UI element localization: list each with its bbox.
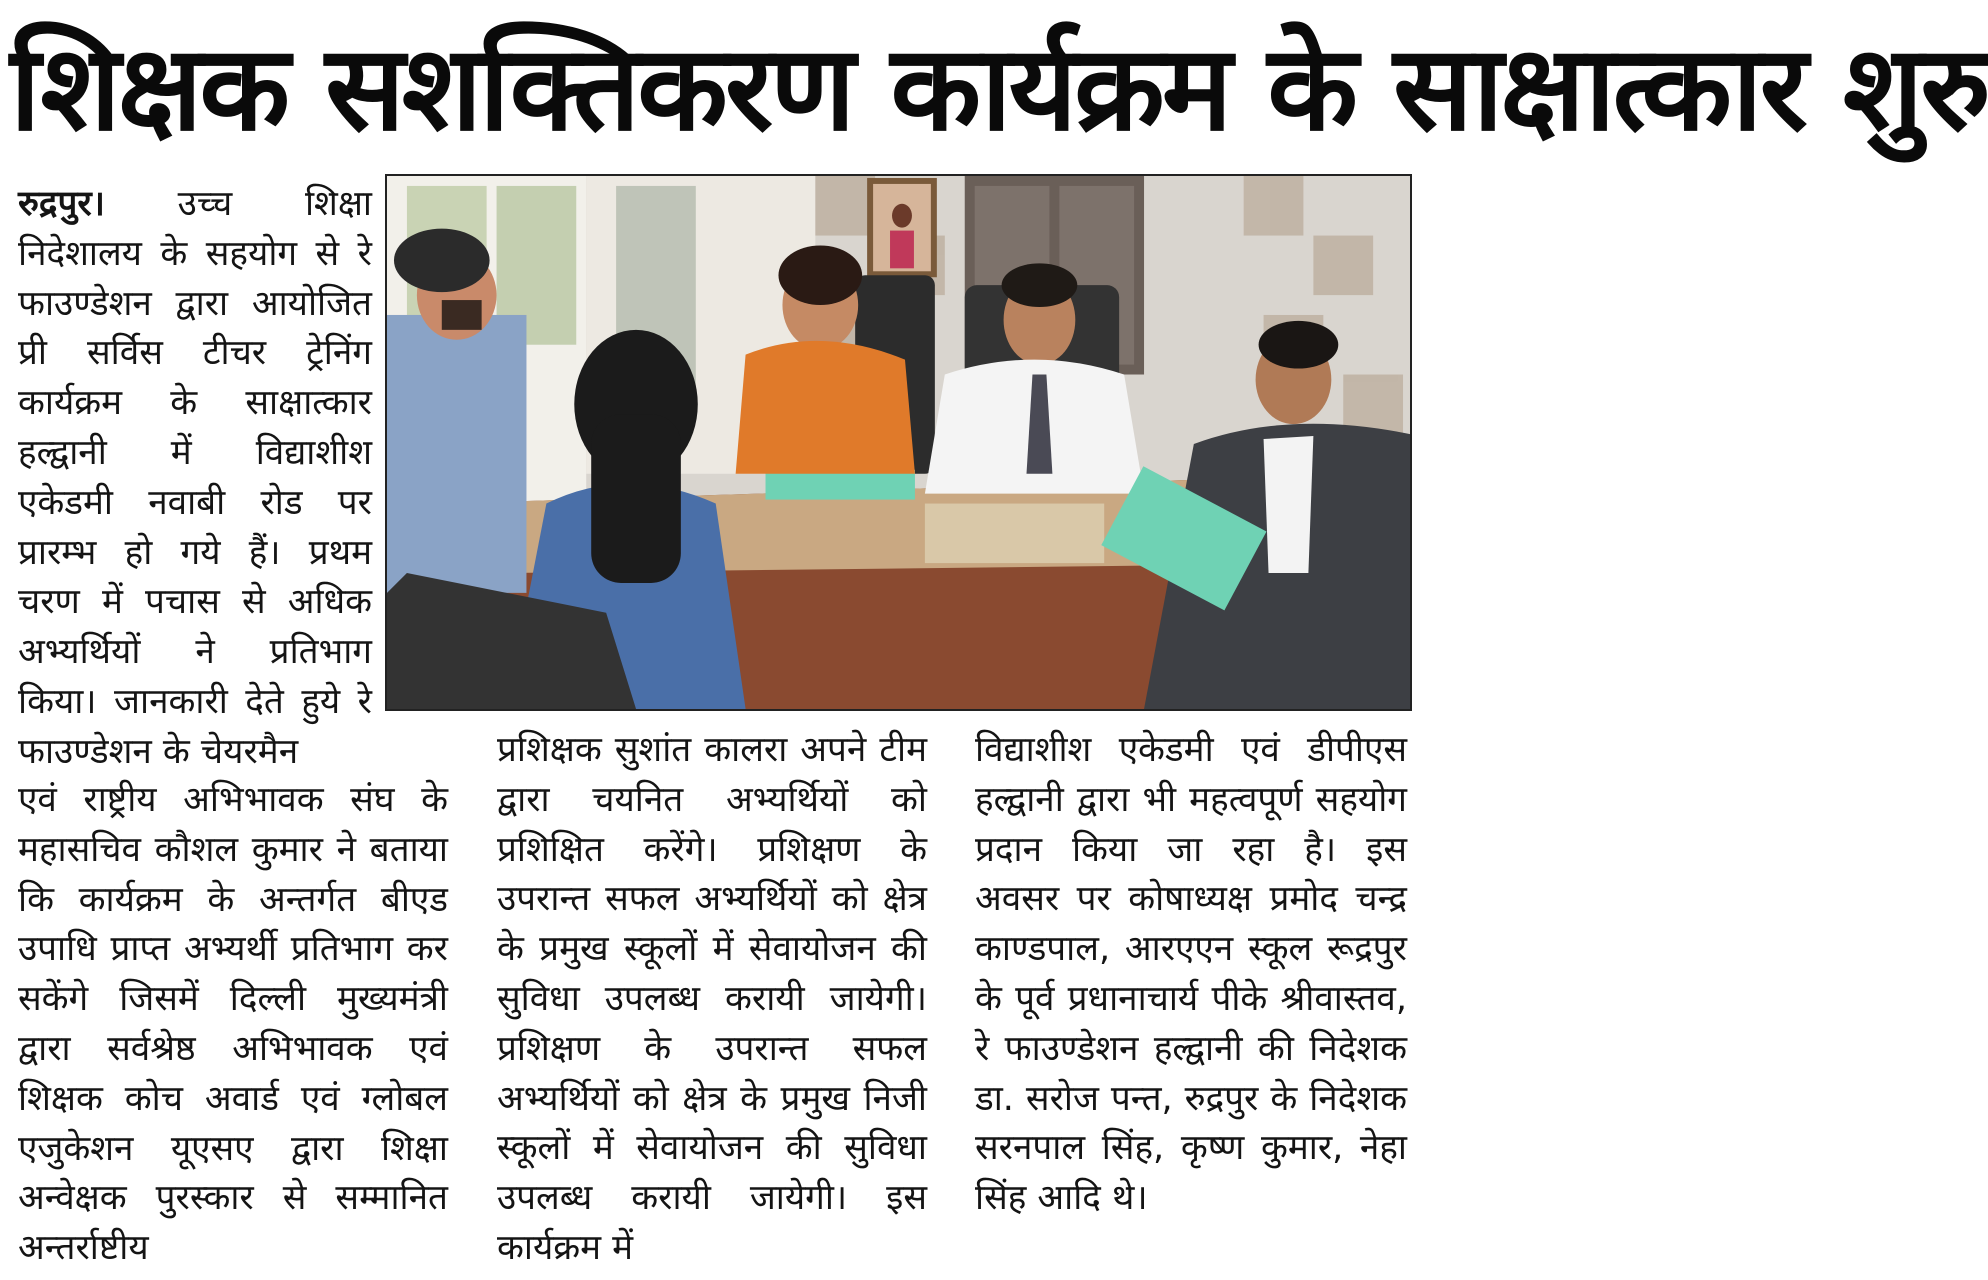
news-photo xyxy=(385,174,1412,711)
dateline: रुद्रपुर। xyxy=(18,184,105,224)
article-column-3 xyxy=(975,726,1407,1224)
interview-photo-illustration xyxy=(387,176,1410,709)
article-column-1-top xyxy=(18,180,372,778)
article-lead-text: उच्च शिक्षा निदेशालय के सहयोग से रे फाउण्डेशन द्वारा आयोजित प्री सर्विस टीचर ट्रेनिंग कार्यक्रम के साक्षात्कार हल्द्वानी में विद्याशीश एकेडमी नवाबी रोड पर प्रारम्भ हो गये हैं। प्रथम चरण में पचास से अधिक अभ्यर्थियों ने प्रतिभाग किया। जानकारी देते हुये रे फाउण्डेशन के चेयरमैन xyxy=(18,184,372,772)
article-column-2 xyxy=(497,726,927,1274)
article-column-1-bottom xyxy=(18,776,448,1274)
article-text: प्रशिक्षक सुशांत कालरा अपने टीम द्वारा चयनित अभ्यर्थियों को प्रशिक्षित करेंगे। प्रशिक्षण के उपरान्त सफल अभ्यर्थियों को क्षेत्र के प्रमुख स्कूलों में सेवायोजन की सुविधा उपलब्ध करायी जायेगी। प्रशिक्षण के उपरान्त सफल अभ्यर्थियों को क्षेत्र के प्रमुख निजी स्कूलों में सेवायोजन की सुविधा उपलब्ध करायी जायेगी। इस कार्यक्रम में xyxy=(497,730,927,1268)
headline: शिक्षक सशक्तिकरण कार्यक्रम के साक्षात्कार शुरु xyxy=(10,19,1988,157)
article-text: एवं राष्ट्रीय अभिभावक संघ के महासचिव कौशल कुमार ने बताया कि कार्यक्रम के अन्तर्गत बीएड उपाधि प्राप्त अभ्यर्थी प्रतिभाग कर सकेंगे जिसमें दिल्ली मुख्यमंत्री द्वारा सर्वश्रेष्ठ अभिभावक एवं शिक्षक कोच अवार्ड एवं ग्लोबल एजुकेशन यूएसए द्वारा शिक्षा अन्वेक्षक पुरस्कार से सम्मानित अन्तर्राष्टीय xyxy=(18,780,448,1269)
article-text: विद्याशीश एकेडमी एवं डीपीएस हल्द्वानी द्वारा भी महत्वपूर्ण सहयोग प्रदान किया जा रहा है। इस अवसर पर कोषाध्यक्ष प्रमोद चन्द्र काण्डपाल, आरएएन स्कूल रूद्रपुर के पूर्व प्रधानाचार्य पीके श्रीवास्तव, रे फाउण्डेशन हल्द्वानी की निदेशक डा. सरोज पन्त, रुद्रपुर के निदेशक सरनपाल सिंह, कृष्ण कुमार, नेहा सिंह आदि थे। xyxy=(975,730,1407,1219)
